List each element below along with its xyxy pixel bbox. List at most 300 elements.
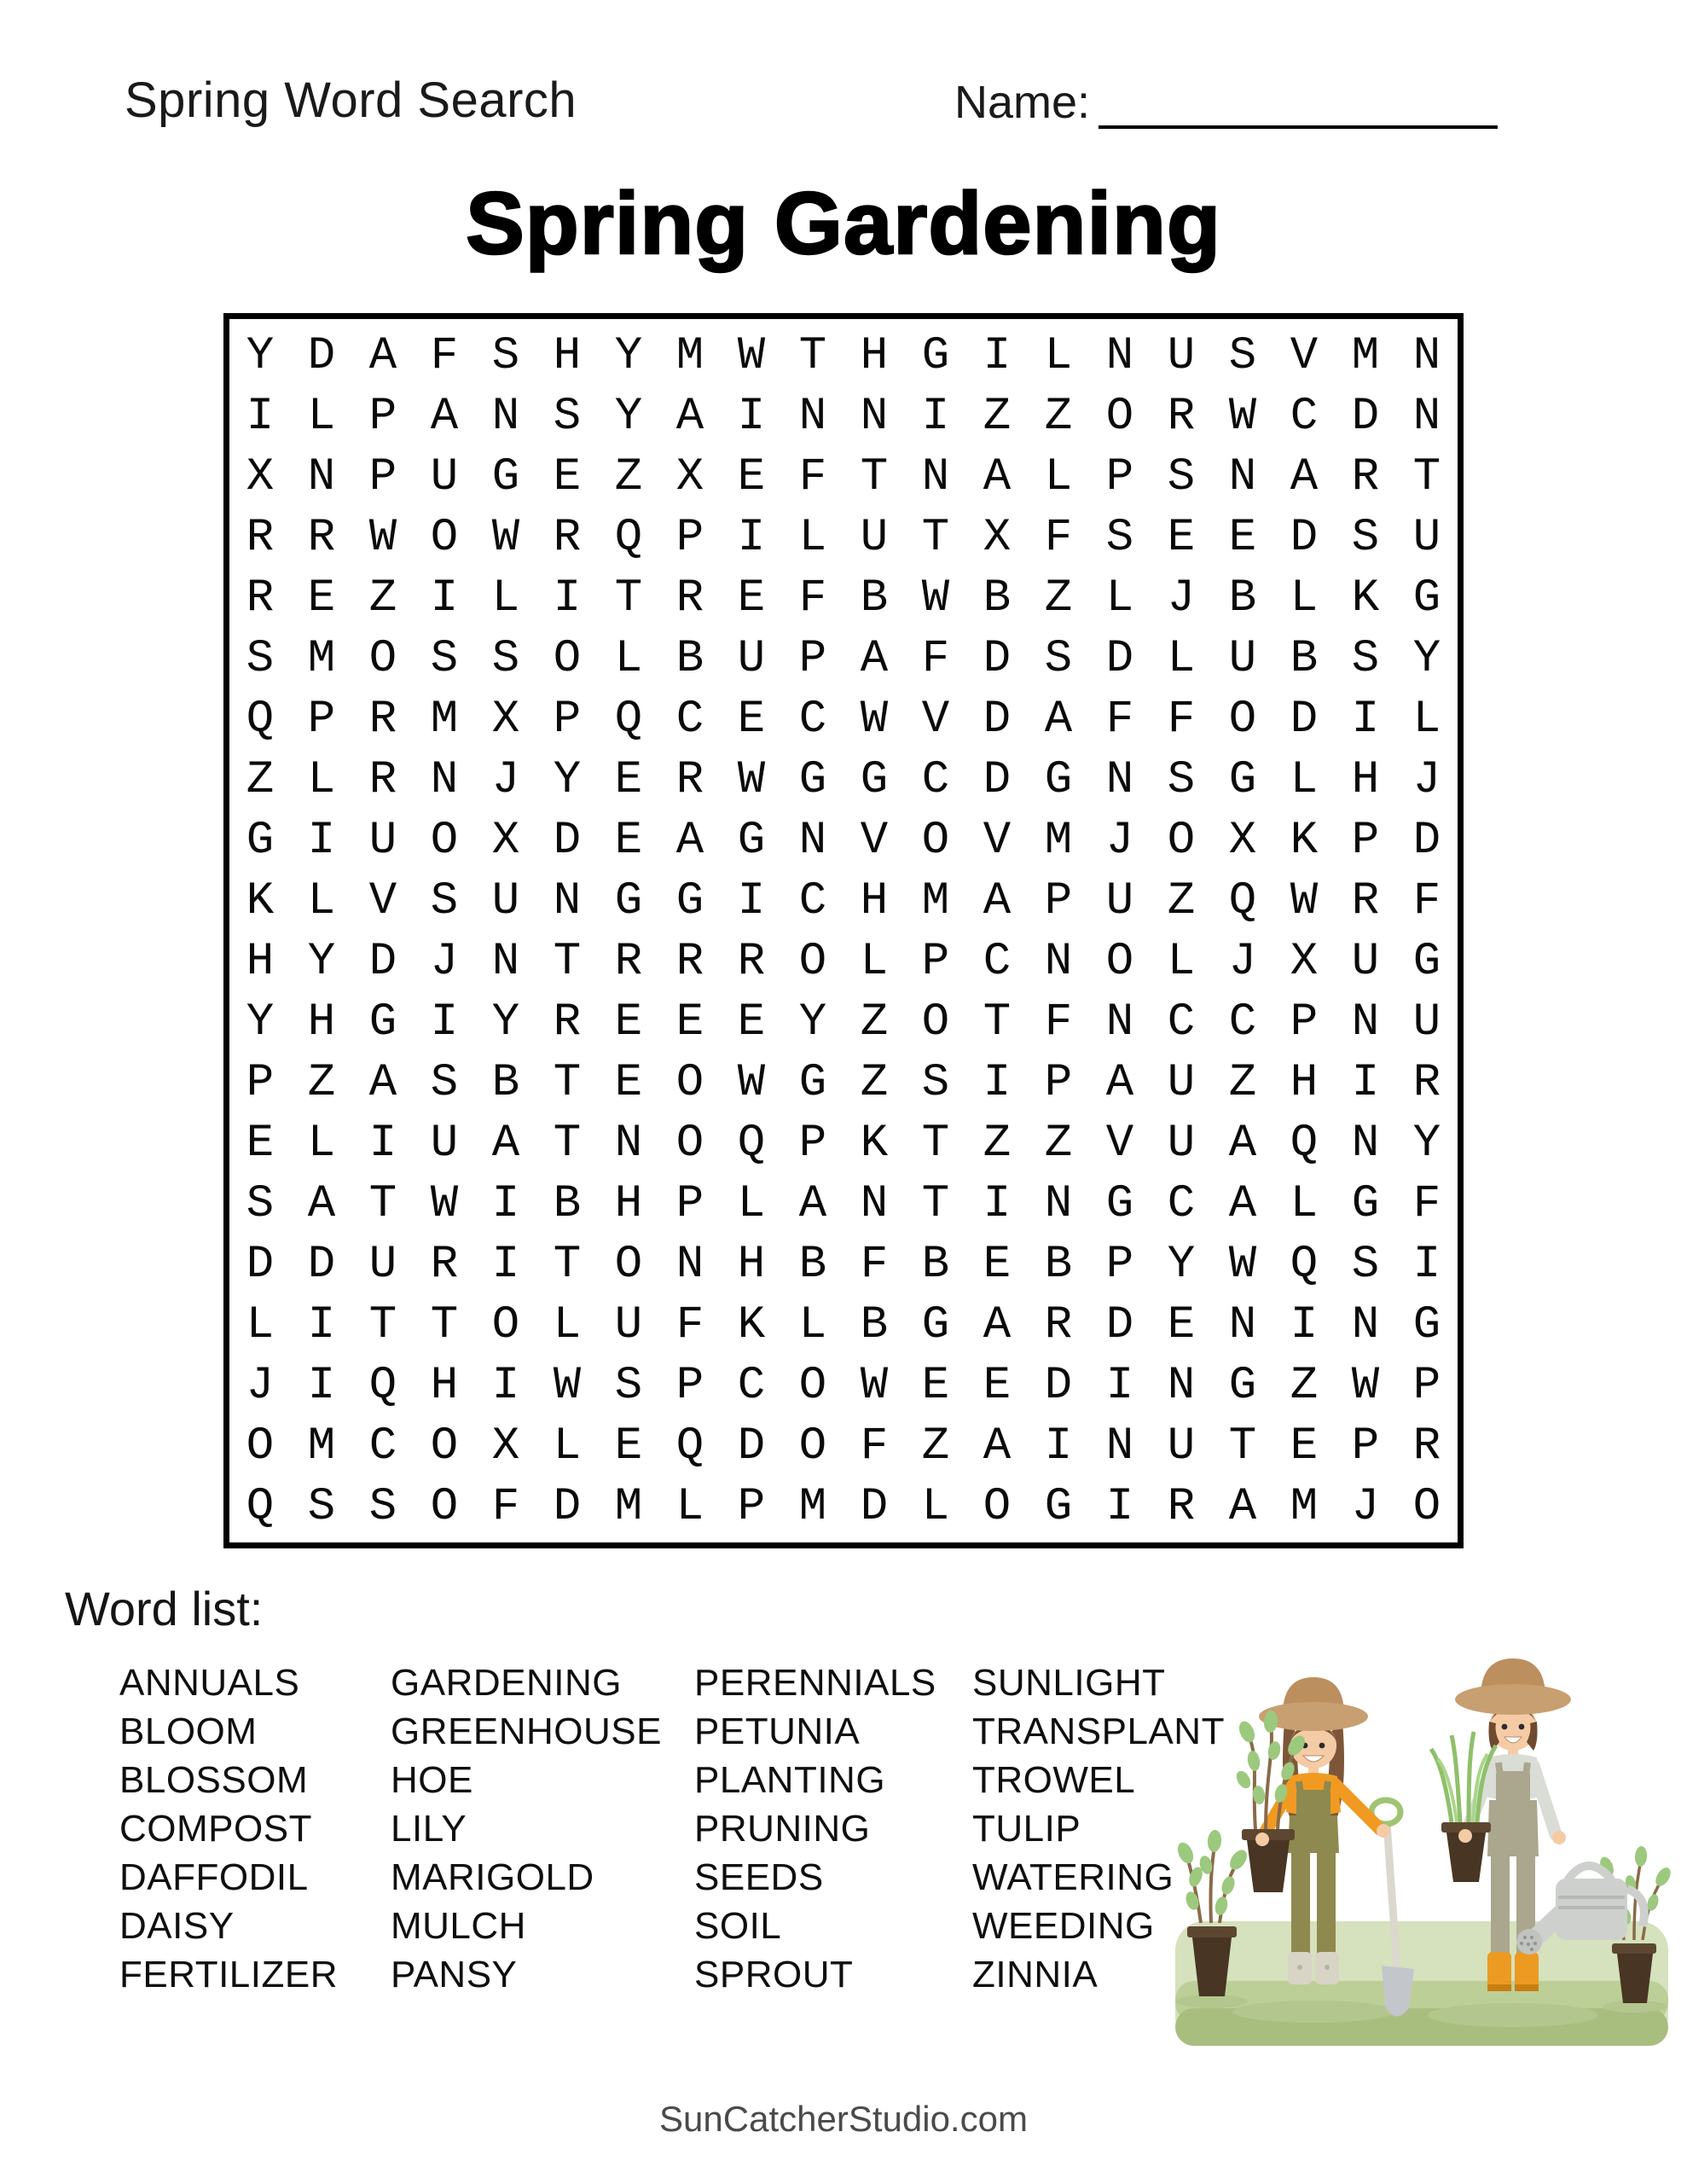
grid-letter: V: [368, 874, 397, 927]
grid-letter: E: [614, 753, 643, 806]
grid-letter: N: [1044, 935, 1073, 988]
grid-letter: T: [368, 1298, 397, 1351]
grid-row: [229, 447, 1458, 508]
grid-letter: T: [983, 996, 1012, 1048]
grid-letter: Z: [1290, 1359, 1319, 1412]
grid-letter: E: [921, 1359, 950, 1412]
grid-letter: R: [307, 511, 336, 564]
grid-letter: E: [737, 693, 766, 746]
grid-letter: U: [1412, 996, 1441, 1048]
grid-letter: O: [798, 935, 827, 988]
grid-letter: G: [1351, 1177, 1380, 1230]
grid-letter: E: [614, 1420, 643, 1472]
grid-letter: Y: [246, 329, 275, 382]
grid-letter: L: [798, 1298, 827, 1351]
grid-letter: R: [368, 693, 397, 746]
grid-letter: Y: [1167, 1238, 1196, 1291]
grid-letter: N: [860, 390, 889, 443]
grid-letter: P: [368, 390, 397, 443]
word-list-item: ANNUALS: [119, 1662, 300, 1704]
grid-letter: F: [675, 1298, 704, 1351]
grid-letter: Y: [798, 996, 827, 1048]
grid-letter: G: [675, 874, 704, 927]
grid-letter: C: [1167, 1177, 1196, 1230]
grid-letter: B: [921, 1238, 950, 1291]
grid-letter: R: [1351, 874, 1380, 927]
grid-row: [229, 1477, 1458, 1537]
grid-letter: P: [737, 1480, 766, 1533]
grid-letter: W: [860, 1359, 889, 1412]
word-list-item: WATERING: [972, 1856, 1174, 1898]
grid-letter: P: [1290, 996, 1319, 1048]
grid-letter: N: [1412, 390, 1441, 443]
grid-letter: B: [553, 1177, 582, 1230]
grid-letter: G: [921, 329, 950, 382]
grid-letter: P: [1044, 1056, 1073, 1109]
grid-letter: D: [983, 753, 1012, 806]
word-list-item: PRUNING: [694, 1808, 871, 1850]
grid-letter: Z: [1044, 572, 1073, 624]
grid-letter: V: [1290, 329, 1319, 382]
grid-letter: J: [430, 935, 459, 988]
grid-letter: L: [860, 935, 889, 988]
word-list-item: HOE: [391, 1759, 473, 1801]
grid-letter: D: [1412, 814, 1441, 867]
grid-letter: U: [1167, 1420, 1196, 1472]
grid-letter: S: [491, 329, 520, 382]
grid-letter: V: [921, 693, 950, 746]
grid-letter: N: [1105, 329, 1134, 382]
grid-letter: E: [983, 1238, 1012, 1291]
grid-letter: P: [798, 1117, 827, 1170]
grid-letter: A: [430, 390, 459, 443]
grid-letter: L: [553, 1420, 582, 1472]
grid-letter: H: [737, 1238, 766, 1291]
grid-row: [229, 871, 1458, 932]
grid-letter: D: [860, 1480, 889, 1533]
grid-letter: Q: [1290, 1117, 1319, 1170]
word-list-item: SEEDS: [694, 1856, 824, 1898]
grid-letter: Y: [614, 329, 643, 382]
grid-letter: J: [491, 753, 520, 806]
grid-letter: D: [1105, 632, 1134, 685]
grid-letter: K: [246, 874, 275, 927]
grid-row: [229, 1234, 1458, 1295]
grid-letter: H: [614, 1177, 643, 1230]
grid-letter: P: [307, 693, 336, 746]
grid-letter: F: [491, 1480, 520, 1533]
grid-letter: P: [675, 511, 704, 564]
grid-letter: S: [246, 1177, 275, 1230]
grid-letter: Q: [1228, 874, 1257, 927]
grid-letter: R: [1351, 450, 1380, 503]
grid-letter: A: [491, 1117, 520, 1170]
grid-letter: T: [553, 1117, 582, 1170]
grid-letter: L: [307, 390, 336, 443]
grid-letter: L: [1044, 450, 1073, 503]
grid-letter: N: [798, 390, 827, 443]
grid-letter: L: [491, 572, 520, 624]
grid-letter: P: [1351, 1420, 1380, 1472]
grid-letter: C: [1228, 996, 1257, 1048]
word-list-item: COMPOST: [119, 1808, 312, 1850]
word-list-item: BLOSSOM: [119, 1759, 309, 1801]
grid-letter: I: [491, 1177, 520, 1230]
grid-letter: L: [1167, 935, 1196, 988]
grid-letter: I: [368, 1117, 397, 1170]
grid-letter: U: [1228, 632, 1257, 685]
word-list-item: FERTILIZER: [119, 1954, 339, 1995]
word-list-item: TRANSPLANT: [972, 1711, 1225, 1752]
grid-letter: O: [921, 814, 950, 867]
grid-letter: T: [1228, 1420, 1257, 1472]
grid-letter: I: [307, 1359, 336, 1412]
site-credit: SunCatcherStudio.com: [659, 2099, 1028, 2139]
grid-letter: A: [798, 1177, 827, 1230]
grid-letter: L: [1290, 1177, 1319, 1230]
grid-letter: I: [1105, 1359, 1134, 1412]
header: [0, 0, 1687, 129]
grid-letter: L: [1290, 753, 1319, 806]
grid-letter: G: [1044, 1480, 1073, 1533]
grid-row: [229, 568, 1458, 629]
grid-letter: U: [1167, 329, 1196, 382]
grid-letter: M: [675, 329, 704, 382]
grid-letter: Z: [1167, 874, 1196, 927]
grid-letter: N: [798, 814, 827, 867]
grid-letter: A: [983, 450, 1012, 503]
grid-letter: F: [1044, 996, 1073, 1048]
grid-letter: F: [860, 1420, 889, 1472]
word-list-item: SPROUT: [694, 1954, 854, 1995]
grid-letter: P: [798, 632, 827, 685]
grid-letter: H: [860, 874, 889, 927]
grid-letter: U: [368, 1238, 397, 1291]
grid-letter: L: [1412, 693, 1441, 746]
held-plant-man: [1431, 1732, 1496, 1882]
word-search-grid: [223, 313, 1464, 1548]
grid-letter: N: [1167, 1359, 1196, 1412]
grid-letter: P: [553, 693, 582, 746]
grid-letter: B: [1228, 572, 1257, 624]
grid-letter: C: [1167, 996, 1196, 1048]
grid-letter: C: [798, 874, 827, 927]
grid-letter: L: [553, 1298, 582, 1351]
grid-letter: N: [1228, 1298, 1257, 1351]
grid-letter: N: [1351, 1298, 1380, 1351]
grid-letter: M: [921, 874, 950, 927]
grid-letter: P: [1044, 874, 1073, 927]
word-list-item: GREENHOUSE: [391, 1711, 662, 1752]
grid-letter: O: [675, 1117, 704, 1170]
grid-letter: N: [860, 1177, 889, 1230]
grid-letter: O: [1228, 693, 1257, 746]
grid-letter: A: [675, 390, 704, 443]
grid-letter: S: [246, 632, 275, 685]
grid-letter: T: [860, 450, 889, 503]
grid-letter: L: [246, 1298, 275, 1351]
grid-letter: C: [983, 935, 1012, 988]
grid-letter: U: [1412, 511, 1441, 564]
grid-letter: L: [921, 1480, 950, 1533]
grid-letter: Z: [307, 1056, 336, 1109]
grid-letter: J: [1228, 935, 1257, 988]
grid-letter: I: [983, 1177, 1012, 1230]
grid-letter: U: [1167, 1056, 1196, 1109]
grid-letter: S: [1351, 632, 1380, 685]
grid-letter: E: [614, 996, 643, 1048]
grid-letter: U: [491, 874, 520, 927]
grid-letter: Z: [614, 450, 643, 503]
grid-letter: S: [1228, 329, 1257, 382]
grid-letter: I: [983, 1056, 1012, 1109]
grid-row: [229, 1053, 1458, 1113]
grid-letter: I: [1351, 693, 1380, 746]
grid-letter: Q: [246, 693, 275, 746]
grid-letter: A: [983, 1420, 1012, 1472]
grid-letter: K: [1290, 814, 1319, 867]
grid-row: [229, 326, 1458, 386]
grid-letter: O: [246, 1420, 275, 1472]
grid-letter: J: [1167, 572, 1196, 624]
grid-letter: S: [1167, 753, 1196, 806]
grid-letter: N: [491, 935, 520, 988]
grid-letter: M: [798, 1480, 827, 1533]
grid-letter: B: [1044, 1238, 1073, 1291]
word-list-item: DAISY: [119, 1905, 235, 1947]
grid-letter: Z: [246, 753, 275, 806]
grid-letter: Q: [1290, 1238, 1319, 1291]
grid-letter: G: [1412, 572, 1441, 624]
grid-letter: T: [430, 1298, 459, 1351]
grid-letter: I: [737, 511, 766, 564]
grid-letter: E: [1167, 1298, 1196, 1351]
grid-letter: A: [1290, 450, 1319, 503]
grid-letter: K: [1351, 572, 1380, 624]
grid-row: [229, 1416, 1458, 1477]
word-list-item: PANSY: [391, 1954, 518, 1995]
grid-letter: S: [307, 1480, 336, 1533]
grid-letter: F: [921, 632, 950, 685]
grid-letter: R: [614, 935, 643, 988]
grid-letter: D: [983, 693, 1012, 746]
grid-letter: T: [553, 1238, 582, 1291]
word-list-item: TULIP: [972, 1808, 1081, 1850]
grid-letter: S: [1351, 511, 1380, 564]
grid-letter: A: [1228, 1177, 1257, 1230]
grid-letter: P: [675, 1177, 704, 1230]
grid-letter: R: [1412, 1420, 1441, 1472]
grid-letter: W: [430, 1177, 459, 1230]
grid-letter: V: [1105, 1117, 1134, 1170]
grid-letter: C: [921, 753, 950, 806]
grid-letter: D: [368, 935, 397, 988]
grid-letter: U: [1351, 935, 1380, 988]
grid-letter: R: [1167, 1480, 1196, 1533]
grid-letter: M: [1290, 1480, 1319, 1533]
grid-letter: Z: [368, 572, 397, 624]
name-blank-line: [1099, 117, 1498, 129]
grid-letter: G: [1228, 1359, 1257, 1412]
grid-letter: W: [860, 693, 889, 746]
grid-letter: U: [1105, 874, 1134, 927]
grid-letter: Q: [614, 693, 643, 746]
grid-letter: Y: [1412, 632, 1441, 685]
grid-letter: R: [246, 511, 275, 564]
grid-letter: M: [1044, 814, 1073, 867]
grid-letter: L: [614, 632, 643, 685]
grid-letter: I: [983, 329, 1012, 382]
grid-letter: S: [614, 1359, 643, 1412]
grid-letter: H: [553, 329, 582, 382]
grid-letter: D: [553, 1480, 582, 1533]
grid-letter: M: [1351, 329, 1380, 382]
grid-letter: K: [737, 1298, 766, 1351]
grid-letter: O: [553, 632, 582, 685]
grid-letter: N: [1044, 1177, 1073, 1230]
grid-letter: Y: [614, 390, 643, 443]
grid-letter: B: [1290, 632, 1319, 685]
grid-letter: I: [307, 1298, 336, 1351]
grid-letter: E: [614, 814, 643, 867]
grid-letter: D: [246, 1238, 275, 1291]
grid-letter: D: [1290, 693, 1319, 746]
grid-letter: F: [860, 1238, 889, 1291]
grid-row: [229, 1113, 1458, 1174]
grid-letter: H: [307, 996, 336, 1048]
grid-letter: T: [553, 935, 582, 988]
grid-letter: E: [737, 996, 766, 1048]
word-list-item: WEEDING: [972, 1905, 1155, 1947]
grid-letter: O: [430, 1420, 459, 1472]
grid-letter: C: [1290, 390, 1319, 443]
grid-letter: B: [860, 1298, 889, 1351]
grid-letter: Z: [921, 1420, 950, 1472]
grid-letter: I: [491, 1238, 520, 1291]
grid-letter: I: [246, 390, 275, 443]
grid-letter: J: [1105, 814, 1134, 867]
grid-letter: N: [1351, 996, 1380, 1048]
grid-letter: X: [1290, 935, 1319, 988]
grid-letter: D: [307, 1238, 336, 1291]
grid-letter: J: [1351, 1480, 1380, 1533]
grid-letter: I: [491, 1359, 520, 1412]
word-list-column: [391, 1658, 694, 1999]
grid-letter: O: [368, 632, 397, 685]
word-list-label: Word list:: [65, 1582, 264, 1635]
grid-letter: F: [798, 572, 827, 624]
grid-letter: T: [553, 1056, 582, 1109]
grid-letter: Z: [860, 996, 889, 1048]
grid-letter: E: [307, 572, 336, 624]
grid-letter: I: [1412, 1238, 1441, 1291]
grid-letter: R: [1167, 390, 1196, 443]
grid-letter: A: [1228, 1117, 1257, 1170]
grid-row: [229, 629, 1458, 689]
grid-letter: T: [798, 329, 827, 382]
grid-row: [229, 1356, 1458, 1416]
grid-letter: O: [798, 1359, 827, 1412]
grid-letter: G: [368, 996, 397, 1048]
grid-letter: W: [737, 753, 766, 806]
grid-letter: R: [675, 572, 704, 624]
word-list-item: GARDENING: [391, 1662, 622, 1704]
grid-letter: V: [860, 814, 889, 867]
grid-letter: X: [491, 1420, 520, 1472]
grid-letter: F: [1412, 1177, 1441, 1230]
grid-letter: Z: [1044, 390, 1073, 443]
word-list-item: MULCH: [391, 1905, 526, 1947]
grid-letter: R: [675, 935, 704, 988]
grid-letter: W: [1290, 874, 1319, 927]
grid-letter: X: [491, 814, 520, 867]
grid-letter: Q: [614, 511, 643, 564]
grid-letter: L: [1290, 572, 1319, 624]
grid-letter: R: [675, 753, 704, 806]
grid-letter: E: [1290, 1420, 1319, 1472]
grid-letter: T: [921, 1177, 950, 1230]
grid-letter: Z: [1044, 1117, 1073, 1170]
grid-letter: Y: [553, 753, 582, 806]
grid-letter: P: [1412, 1359, 1441, 1412]
grid-letter: X: [491, 693, 520, 746]
word-list-item: SUNLIGHT: [972, 1662, 1166, 1704]
grid-letter: I: [737, 390, 766, 443]
word-list-item: TROWEL: [972, 1759, 1136, 1801]
grid-letter: F: [798, 450, 827, 503]
grid-letter: N: [553, 874, 582, 927]
grid-letter: A: [983, 874, 1012, 927]
grid-letter: I: [737, 874, 766, 927]
grid-letter: Y: [246, 996, 275, 1048]
grid-letter: I: [430, 996, 459, 1048]
grid-letter: H: [246, 935, 275, 988]
grid-row: [229, 810, 1458, 871]
grid-letter: E: [983, 1359, 1012, 1412]
grid-letter: U: [614, 1298, 643, 1351]
grid-letter: Q: [737, 1117, 766, 1170]
grid-letter: U: [860, 511, 889, 564]
grid-letter: Y: [307, 935, 336, 988]
grid-letter: I: [1351, 1056, 1380, 1109]
grid-letter: G: [737, 814, 766, 867]
grid-letter: N: [1412, 329, 1441, 382]
grid-letter: J: [246, 1359, 275, 1412]
grid-letter: O: [1412, 1480, 1441, 1533]
grid-letter: F: [430, 329, 459, 382]
grid-letter: Y: [491, 996, 520, 1048]
grid-letter: K: [860, 1117, 889, 1170]
grid-letter: H: [1351, 753, 1380, 806]
grid-letter: N: [430, 753, 459, 806]
grid-letter: D: [1105, 1298, 1134, 1351]
grid-letter: F: [1105, 693, 1134, 746]
grid-letter: A: [1105, 1056, 1134, 1109]
grid-row: [229, 386, 1458, 447]
grid-letter: O: [430, 511, 459, 564]
grid-letter: P: [675, 1359, 704, 1412]
grid-letter: G: [1105, 1177, 1134, 1230]
grid-letter: G: [1412, 1298, 1441, 1351]
grid-letter: M: [307, 632, 336, 685]
grid-letter: E: [553, 450, 582, 503]
grid-letter: F: [1412, 874, 1441, 927]
grid-letter: N: [1105, 996, 1134, 1048]
grid-row: [229, 508, 1458, 568]
grid-letter: A: [307, 1177, 336, 1230]
grid-letter: W: [737, 329, 766, 382]
grid-letter: M: [614, 1480, 643, 1533]
